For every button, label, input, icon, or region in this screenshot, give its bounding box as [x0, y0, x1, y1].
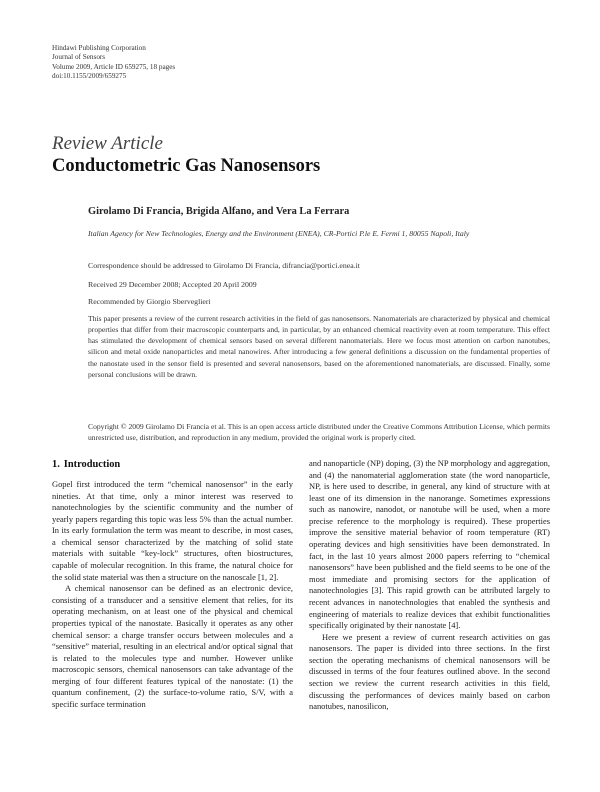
body-column-left [52, 479, 293, 711]
body-paragraph: and nanoparticle (NP) doping, (3) the NP morphology and aggregation, and (4) the nanomaterial agglomeration state (the word nanoparticle, NP, is here used to describe, in general, any kind of structure with at least one of its dimension in the nanorange. Sometimes expressions such as nanowire, nanodot, or nanotube will be used, when a more precise reference to the morphology is required). These properties improve the sensitive material behavior of room temperature (RT) operating devices and high sensitivities have been demonstrated. In fact, in the last 10 years almost 2000 papers referring to “chemical nanosensors” have been published and the field seems to be one of the most immediate and promising sectors for the application of nanotechnologies [3]. This rapid growth can be attributed largely to recent advances in nanotechnologies that enabled the synthesis and engineering of materials to realize devices that exhibit functionalities specifically originated by their nanostate [4]. [309, 458, 550, 631]
received-accepted-dates: Received 29 December 2008; Accepted 20 April 2009 [88, 280, 257, 289]
journal-header [52, 44, 175, 82]
body-paragraph: Here we present a review of current research activities on gas nanosensors. The paper is divided into three sections. In the first section the operating mechanisms of chemical nanosensors will be discussed in terms of the four features outlined above. In the second section we review the current research activities in this field, discussing the performances of devices mainly based on carbon nanotubes, nanosilicon, [309, 631, 550, 712]
copyright-notice: Copyright © 2009 Girolamo Di Francia et al. This is an open access article distributed under the Creative Commons Attribution License, which permits unrestricted use, distribution, and reproduction in any medium, provided the original work is properly cited. [88, 422, 550, 443]
doi-line: doi:10.1155/2009/659275 [52, 72, 127, 81]
authors: Girolamo Di Francia, Brigida Alfano, and Vera La Ferrara [88, 206, 350, 217]
article-type: Review Article [52, 133, 163, 154]
affiliation: Italian Agency for New Technologies, Energy and the Environment (ENEA), CR-Portici P.le E. Fermi 1, 80055 Napoli, Italy [88, 229, 470, 238]
article-title: Conductometric Gas Nanosensors [52, 156, 321, 176]
section-number: 1. [52, 459, 60, 470]
body-paragraph: Gopel first introduced the term “chemical nanosensor” in the early nineties. At that time, only a minor interest was reserved to nanotechnologies by the scientific community and the number of yearly papers regarding this topic was less 5% than the actual number. In its early formulation the term was meant to describe, in most cases, a chemical sensor characterized by the matching of solid state materials with suitable “key-lock” structures, often biostructures, capable of molecular recognition. In this frame, the natural choice for the solid state material was then a structure on the nanoscale [1, 2]. [52, 479, 293, 582]
section-title: Introduction [63, 459, 121, 470]
publisher-line: Hindawi Publishing Corporation [52, 44, 146, 52]
journal-line: Journal of Sensors [52, 53, 106, 62]
section-heading [52, 459, 120, 470]
recommended-by: Recommended by Giorgio Sberveglieri [88, 297, 211, 306]
abstract: This paper presents a review of the current research activities in the field of gas nanosensors. Nanomaterials are characterized by physical and chemical properties that differ from their macroscopic counterparts and, in particular, by an enhanced chemical reactivity even at room temperature. This effect has stimulated the development of chemical sensors based on several different nanomaterials. Here we focus most attention on carbon nanotubes, silicon and metal oxide nanoparticles and metal nanowires. After introducing a few general definitions a discussion on the fundamental properties of the nanostate used in the sensor field is presented and several nanosensors, based on the aforementioned nanomaterials, are discussed. Finally, some personal conclusions will be drawn. [88, 314, 550, 379]
body-column-right [309, 458, 550, 713]
volume-line: Volume 2009, Article ID 659275, 18 pages [52, 62, 176, 71]
body-paragraph: A chemical nanosensor can be defined as an electronic device, consisting of a transducer and a sensitive element that relies, for its operating mechanism, on at least one of the physical and chemical properties typical of the nanostate. Basically it operates as any other chemical sensor: a charge transfer occurs between molecules and a “sensitive” material, resulting in an electrical and/or optical signal that is related to the molecules type and number. However unlike macroscopic sensors, chemical nanosensors can take advantage of the merging of four different features typical of the nanostate: (1) the quantum confinement, (2) the surface-to-volume ratio, S/V, with a specific surface termination [52, 583, 293, 709]
correspondence: Correspondence should be addressed to Girolamo Di Francia, difrancia@portici.enea.it [88, 261, 360, 270]
